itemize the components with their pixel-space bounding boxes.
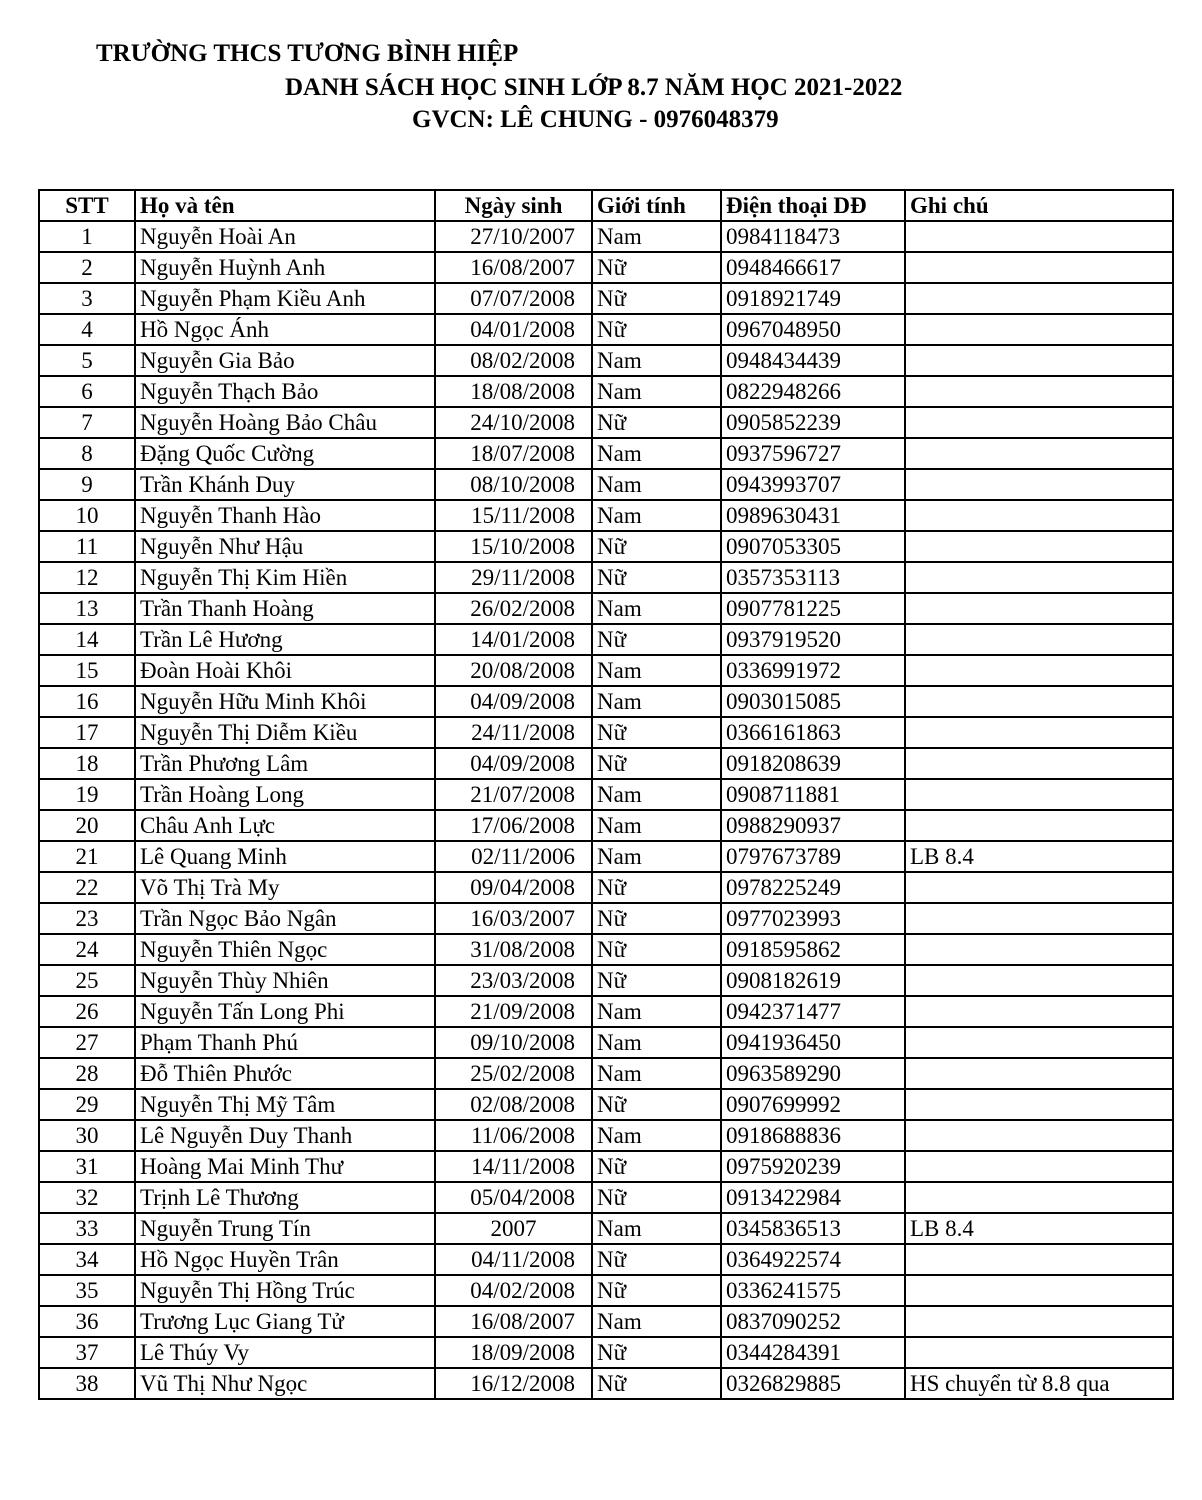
cell-gender: Nữ	[592, 903, 721, 934]
table-row	[39, 376, 1173, 407]
cell-note	[905, 779, 1173, 810]
cell-dob: 16/03/2007	[435, 903, 592, 934]
table-row	[39, 903, 1173, 934]
cell-note	[905, 1244, 1173, 1275]
cell-note	[905, 655, 1173, 686]
cell-phone: 0345836513	[721, 1213, 905, 1244]
cell-note	[905, 1306, 1173, 1337]
cell-note	[905, 562, 1173, 593]
cell-dob: 04/11/2008	[435, 1244, 592, 1275]
cell-note	[905, 283, 1173, 314]
cell-gender: Nam	[592, 996, 721, 1027]
cell-stt: 28	[39, 1058, 135, 1089]
cell-gender: Nam	[592, 655, 721, 686]
cell-name: Đặng Quốc Cường	[135, 438, 435, 469]
cell-name: Châu Anh Lực	[135, 810, 435, 841]
cell-stt: 2	[39, 252, 135, 283]
cell-stt: 27	[39, 1027, 135, 1058]
cell-stt: 6	[39, 376, 135, 407]
table-row	[39, 221, 1173, 252]
column-header-phone: Điện thoại DĐ	[721, 190, 905, 221]
cell-phone: 0336241575	[721, 1275, 905, 1306]
cell-stt: 17	[39, 717, 135, 748]
cell-gender: Nam	[592, 593, 721, 624]
cell-gender: Nam	[592, 1120, 721, 1151]
table-row	[39, 779, 1173, 810]
cell-gender: Nữ	[592, 562, 721, 593]
cell-phone: 0336991972	[721, 655, 905, 686]
table-row	[39, 593, 1173, 624]
cell-name: Trần Ngọc Bảo Ngân	[135, 903, 435, 934]
cell-phone: 0989630431	[721, 500, 905, 531]
cell-gender: Nữ	[592, 252, 721, 283]
cell-dob: 17/06/2008	[435, 810, 592, 841]
table-row	[39, 562, 1173, 593]
cell-gender: Nữ	[592, 717, 721, 748]
cell-name: Nguyễn Thị Hồng Trúc	[135, 1275, 435, 1306]
cell-name: Nguyễn Thùy Nhiên	[135, 965, 435, 996]
cell-name: Hoàng Mai Minh Thư	[135, 1151, 435, 1182]
table-row	[39, 717, 1173, 748]
cell-dob: 09/04/2008	[435, 872, 592, 903]
cell-dob: 08/02/2008	[435, 345, 592, 376]
cell-stt: 37	[39, 1337, 135, 1368]
cell-phone: 0907053305	[721, 531, 905, 562]
cell-gender: Nữ	[592, 934, 721, 965]
cell-note	[905, 934, 1173, 965]
cell-name: Nguyễn Thị Kim Hiền	[135, 562, 435, 593]
cell-gender: Nữ	[592, 1089, 721, 1120]
cell-gender: Nam	[592, 500, 721, 531]
cell-gender: Nữ	[592, 1368, 721, 1399]
cell-phone: 0984118473	[721, 221, 905, 252]
cell-dob: 21/09/2008	[435, 996, 592, 1027]
cell-stt: 5	[39, 345, 135, 376]
cell-name: Đoàn Hoài Khôi	[135, 655, 435, 686]
cell-stt: 11	[39, 531, 135, 562]
cell-dob: 09/10/2008	[435, 1027, 592, 1058]
cell-stt: 1	[39, 221, 135, 252]
cell-dob: 14/11/2008	[435, 1151, 592, 1182]
cell-note	[905, 872, 1173, 903]
cell-stt: 18	[39, 748, 135, 779]
cell-note	[905, 252, 1173, 283]
student-list-table	[38, 189, 1174, 1400]
cell-note	[905, 1182, 1173, 1213]
cell-gender: Nam	[592, 779, 721, 810]
cell-note	[905, 1151, 1173, 1182]
cell-phone: 0975920239	[721, 1151, 905, 1182]
cell-note	[905, 438, 1173, 469]
cell-phone: 0918208639	[721, 748, 905, 779]
cell-name: Lê Quang Minh	[135, 841, 435, 872]
table-row	[39, 1337, 1173, 1368]
cell-name: Nguyễn Tấn Long Phi	[135, 996, 435, 1027]
cell-gender: Nam	[592, 1213, 721, 1244]
cell-phone: 0941936450	[721, 1027, 905, 1058]
cell-name: Trần Phương Lâm	[135, 748, 435, 779]
cell-phone: 0978225249	[721, 872, 905, 903]
cell-phone: 0937596727	[721, 438, 905, 469]
cell-name: Phạm Thanh Phú	[135, 1027, 435, 1058]
cell-phone: 0822948266	[721, 376, 905, 407]
cell-gender: Nam	[592, 1306, 721, 1337]
cell-phone: 0942371477	[721, 996, 905, 1027]
cell-stt: 12	[39, 562, 135, 593]
table-body	[39, 221, 1173, 1399]
table-row	[39, 686, 1173, 717]
cell-gender: Nam	[592, 438, 721, 469]
cell-name: Đỗ Thiên Phước	[135, 1058, 435, 1089]
cell-stt: 10	[39, 500, 135, 531]
cell-stt: 8	[39, 438, 135, 469]
cell-name: Nguyễn Như Hậu	[135, 531, 435, 562]
cell-stt: 31	[39, 1151, 135, 1182]
table-row	[39, 500, 1173, 531]
table-row	[39, 1368, 1173, 1399]
cell-gender: Nam	[592, 841, 721, 872]
cell-note	[905, 1058, 1173, 1089]
cell-phone: 0364922574	[721, 1244, 905, 1275]
cell-dob: 15/10/2008	[435, 531, 592, 562]
cell-gender: Nữ	[592, 1337, 721, 1368]
cell-dob: 04/02/2008	[435, 1275, 592, 1306]
cell-note	[905, 407, 1173, 438]
cell-phone: 0797673789	[721, 841, 905, 872]
cell-stt: 13	[39, 593, 135, 624]
cell-dob: 21/07/2008	[435, 779, 592, 810]
column-header-gender: Giới tính	[592, 190, 721, 221]
cell-note	[905, 1120, 1173, 1151]
cell-note	[905, 500, 1173, 531]
cell-name: Nguyễn Gia Bảo	[135, 345, 435, 376]
cell-name: Trần Thanh Hoàng	[135, 593, 435, 624]
cell-stt: 16	[39, 686, 135, 717]
cell-name: Hồ Ngọc Ánh	[135, 314, 435, 345]
table-row	[39, 1244, 1173, 1275]
cell-dob: 04/09/2008	[435, 686, 592, 717]
table-row	[39, 934, 1173, 965]
cell-stt: 19	[39, 779, 135, 810]
cell-note	[905, 686, 1173, 717]
cell-phone: 0357353113	[721, 562, 905, 593]
cell-name: Nguyễn Thiên Ngọc	[135, 934, 435, 965]
cell-phone: 0907699992	[721, 1089, 905, 1120]
cell-dob: 18/09/2008	[435, 1337, 592, 1368]
cell-phone: 0903015085	[721, 686, 905, 717]
table-row	[39, 345, 1173, 376]
cell-phone: 0948466617	[721, 252, 905, 283]
cell-dob: 25/02/2008	[435, 1058, 592, 1089]
cell-phone: 0988290937	[721, 810, 905, 841]
cell-note: LB 8.4	[905, 841, 1173, 872]
cell-name: Nguyễn Hoài An	[135, 221, 435, 252]
cell-note	[905, 903, 1173, 934]
cell-phone: 0837090252	[721, 1306, 905, 1337]
cell-dob: 31/08/2008	[435, 934, 592, 965]
cell-stt: 29	[39, 1089, 135, 1120]
cell-note	[905, 965, 1173, 996]
table-row	[39, 1027, 1173, 1058]
table-row	[39, 965, 1173, 996]
cell-name: Võ Thị Trà My	[135, 872, 435, 903]
table-row	[39, 252, 1173, 283]
table-row	[39, 748, 1173, 779]
cell-name: Lê Nguyễn Duy Thanh	[135, 1120, 435, 1151]
cell-gender: Nữ	[592, 1182, 721, 1213]
column-header-dob: Ngày sinh	[435, 190, 592, 221]
cell-dob: 26/02/2008	[435, 593, 592, 624]
cell-note	[905, 810, 1173, 841]
table-row	[39, 655, 1173, 686]
cell-note	[905, 1275, 1173, 1306]
cell-gender: Nam	[592, 686, 721, 717]
cell-dob: 2007	[435, 1213, 592, 1244]
table-row	[39, 531, 1173, 562]
cell-note: LB 8.4	[905, 1213, 1173, 1244]
cell-name: Nguyễn Thị Diễm Kiều	[135, 717, 435, 748]
cell-name: Nguyễn Thanh Hào	[135, 500, 435, 531]
cell-dob: 16/08/2007	[435, 1306, 592, 1337]
cell-stt: 32	[39, 1182, 135, 1213]
list-title: DANH SÁCH HỌC SINH LỚP 8.7 NĂM HỌC 2021-2022	[285, 74, 903, 101]
cell-gender: Nữ	[592, 531, 721, 562]
cell-name: Nguyễn Thị Mỹ Tâm	[135, 1089, 435, 1120]
cell-name: Nguyễn Huỳnh Anh	[135, 252, 435, 283]
cell-stt: 26	[39, 996, 135, 1027]
cell-dob: 16/08/2007	[435, 252, 592, 283]
table-row	[39, 407, 1173, 438]
table-row	[39, 1182, 1173, 1213]
cell-name: Trần Lê Hương	[135, 624, 435, 655]
cell-gender: Nữ	[592, 872, 721, 903]
table-row	[39, 1120, 1173, 1151]
cell-phone: 0907781225	[721, 593, 905, 624]
cell-stt: 21	[39, 841, 135, 872]
cell-phone: 0918921749	[721, 283, 905, 314]
cell-dob: 20/08/2008	[435, 655, 592, 686]
cell-gender: Nữ	[592, 407, 721, 438]
cell-gender: Nữ	[592, 1275, 721, 1306]
cell-phone: 0943993707	[721, 469, 905, 500]
cell-phone: 0918688836	[721, 1120, 905, 1151]
cell-note: HS chuyển từ 8.8 qua	[905, 1368, 1173, 1399]
cell-stt: 22	[39, 872, 135, 903]
school-name: TRƯỜNG THCS TƯƠNG BÌNH HIỆP	[96, 40, 519, 67]
cell-note	[905, 748, 1173, 779]
cell-dob: 18/08/2008	[435, 376, 592, 407]
table-row	[39, 1089, 1173, 1120]
cell-gender: Nữ	[592, 1151, 721, 1182]
table-row	[39, 841, 1173, 872]
cell-gender: Nam	[592, 221, 721, 252]
cell-dob: 07/07/2008	[435, 283, 592, 314]
cell-dob: 15/11/2008	[435, 500, 592, 531]
cell-dob: 02/11/2006	[435, 841, 592, 872]
cell-stt: 14	[39, 624, 135, 655]
cell-note	[905, 1089, 1173, 1120]
homeroom-teacher: GVCN: LÊ CHUNG - 0976048379	[412, 106, 779, 133]
cell-name: Nguyễn Phạm Kiều Anh	[135, 283, 435, 314]
cell-name: Nguyễn Trung Tín	[135, 1213, 435, 1244]
cell-stt: 38	[39, 1368, 135, 1399]
cell-phone: 0963589290	[721, 1058, 905, 1089]
cell-note	[905, 717, 1173, 748]
cell-name: Trương Lục Giang Tử	[135, 1306, 435, 1337]
table-row	[39, 996, 1173, 1027]
cell-name: Trần Khánh Duy	[135, 469, 435, 500]
table-header-row	[39, 190, 1173, 221]
cell-note	[905, 996, 1173, 1027]
cell-note	[905, 345, 1173, 376]
cell-name: Lê Thúy Vy	[135, 1337, 435, 1368]
table-row	[39, 438, 1173, 469]
cell-stt: 35	[39, 1275, 135, 1306]
table-row	[39, 283, 1173, 314]
cell-dob: 11/06/2008	[435, 1120, 592, 1151]
cell-gender: Nam	[592, 376, 721, 407]
cell-note	[905, 531, 1173, 562]
cell-gender: Nữ	[592, 748, 721, 779]
cell-gender: Nữ	[592, 1244, 721, 1275]
cell-phone: 0948434439	[721, 345, 905, 376]
cell-dob: 04/09/2008	[435, 748, 592, 779]
table-row	[39, 624, 1173, 655]
cell-gender: Nữ	[592, 283, 721, 314]
cell-note	[905, 1337, 1173, 1368]
cell-dob: 04/01/2008	[435, 314, 592, 345]
cell-dob: 24/10/2008	[435, 407, 592, 438]
cell-note	[905, 1027, 1173, 1058]
cell-dob: 29/11/2008	[435, 562, 592, 593]
cell-stt: 4	[39, 314, 135, 345]
cell-dob: 23/03/2008	[435, 965, 592, 996]
table-row	[39, 1151, 1173, 1182]
cell-stt: 7	[39, 407, 135, 438]
cell-gender: Nam	[592, 345, 721, 376]
column-header-note: Ghi chú	[905, 190, 1173, 221]
cell-phone: 0908182619	[721, 965, 905, 996]
cell-dob: 24/11/2008	[435, 717, 592, 748]
cell-gender: Nữ	[592, 314, 721, 345]
cell-dob: 08/10/2008	[435, 469, 592, 500]
cell-name: Nguyễn Hữu Minh Khôi	[135, 686, 435, 717]
cell-gender: Nữ	[592, 965, 721, 996]
column-header-stt: STT	[39, 190, 135, 221]
cell-note	[905, 376, 1173, 407]
cell-name: Nguyễn Thạch Bảo	[135, 376, 435, 407]
cell-stt: 33	[39, 1213, 135, 1244]
cell-name: Nguyễn Hoàng Bảo Châu	[135, 407, 435, 438]
cell-stt: 15	[39, 655, 135, 686]
cell-gender: Nam	[592, 1058, 721, 1089]
table-row	[39, 469, 1173, 500]
table-row	[39, 1306, 1173, 1337]
cell-phone: 0326829885	[721, 1368, 905, 1399]
cell-stt: 30	[39, 1120, 135, 1151]
table-row	[39, 1213, 1173, 1244]
table-row	[39, 810, 1173, 841]
cell-gender: Nữ	[592, 624, 721, 655]
cell-note	[905, 624, 1173, 655]
cell-dob: 16/12/2008	[435, 1368, 592, 1399]
cell-dob: 02/08/2008	[435, 1089, 592, 1120]
cell-stt: 9	[39, 469, 135, 500]
cell-stt: 23	[39, 903, 135, 934]
cell-phone: 0918595862	[721, 934, 905, 965]
cell-note	[905, 314, 1173, 345]
cell-phone: 0366161863	[721, 717, 905, 748]
cell-stt: 3	[39, 283, 135, 314]
cell-phone: 0908711881	[721, 779, 905, 810]
cell-dob: 27/10/2007	[435, 221, 592, 252]
cell-stt: 34	[39, 1244, 135, 1275]
cell-name: Vũ Thị Như Ngọc	[135, 1368, 435, 1399]
cell-name: Trần Hoàng Long	[135, 779, 435, 810]
table-row	[39, 1058, 1173, 1089]
table-row	[39, 872, 1173, 903]
cell-gender: Nam	[592, 469, 721, 500]
table-row	[39, 314, 1173, 345]
cell-note	[905, 469, 1173, 500]
column-header-name: Họ và tên	[135, 190, 435, 221]
cell-phone: 0344284391	[721, 1337, 905, 1368]
cell-gender: Nam	[592, 1027, 721, 1058]
cell-dob: 14/01/2008	[435, 624, 592, 655]
cell-name: Trịnh Lê Thương	[135, 1182, 435, 1213]
cell-gender: Nam	[592, 810, 721, 841]
cell-dob: 05/04/2008	[435, 1182, 592, 1213]
cell-name: Hồ Ngọc Huyền Trân	[135, 1244, 435, 1275]
cell-phone: 0937919520	[721, 624, 905, 655]
cell-phone: 0967048950	[721, 314, 905, 345]
cell-dob: 18/07/2008	[435, 438, 592, 469]
table-row	[39, 1275, 1173, 1306]
cell-stt: 25	[39, 965, 135, 996]
cell-phone: 0905852239	[721, 407, 905, 438]
cell-note	[905, 221, 1173, 252]
cell-stt: 36	[39, 1306, 135, 1337]
cell-stt: 20	[39, 810, 135, 841]
cell-phone: 0913422984	[721, 1182, 905, 1213]
cell-phone: 0977023993	[721, 903, 905, 934]
cell-stt: 24	[39, 934, 135, 965]
cell-note	[905, 593, 1173, 624]
